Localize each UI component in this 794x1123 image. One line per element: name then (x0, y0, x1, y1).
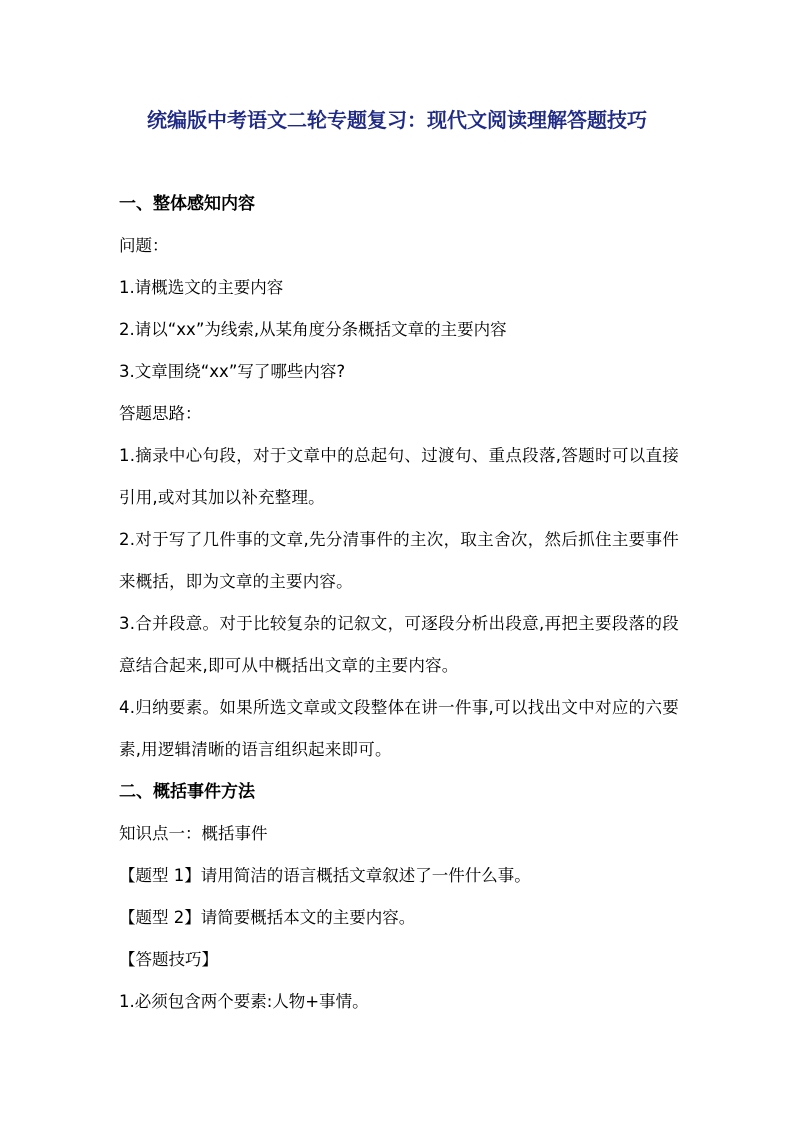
question-item: 1.请概选文的主要内容 (119, 278, 284, 297)
approach-item: 1.摘录中心句段，对于文章中的总起句、过渡句、重点段落,答题时可以直接引用,或对其加以补充整理。 (119, 446, 679, 507)
question-type-2-label: 【题型 2】 (119, 908, 201, 927)
knowledge-point: 知识点一：概括事件 (119, 824, 268, 843)
document-body (119, 183, 679, 1023)
approach-item: 3.合并段意。对于比较复杂的记叙文，可逐段分析出段意,再把主要段落的段意结合起来,即可从中概括出文章的主要内容。 (119, 614, 679, 675)
section-heading-event-summary: 二、概括事件方法 (119, 782, 255, 802)
questions-label: 问题： (119, 236, 169, 255)
question-type-1-text: 请用简洁的语言概括文章叙述了一件什么事。 (200, 866, 531, 885)
question-item: 3.文章围绕“xx”写了哪些内容? (119, 362, 346, 381)
question-type-2-text: 请简要概括本文的主要内容。 (200, 908, 416, 927)
approach-item: 4.归纳要素。如果所选文章或文段整体在讲一件事,可以找出文中对应的六要素,用逻辑清晰的语言组织起来即可。 (119, 698, 679, 759)
section-heading-overall-perception: 一、整体感知内容 (119, 194, 255, 214)
approach-label: 答题思路： (119, 404, 202, 423)
approach-item: 2.对于写了几件事的文章,先分清事件的主次，取主舍次，然后抓住主要事件来概括，即为文章的主要内容。 (119, 530, 679, 591)
question-item: 2.请以“xx”为线索,从某角度分条概括文章的主要内容 (119, 320, 507, 339)
question-type-1-label: 【题型 1】 (119, 866, 201, 885)
answer-skills-label: 【答题技巧】 (119, 950, 218, 969)
question-type-1 (119, 855, 679, 897)
question-type-2 (119, 897, 679, 939)
document-title: 统编版中考语文二轮专题复习：现代文阅读理解答题技巧 (147, 108, 647, 132)
answer-skill-item: 1.必须包含两个要素:人物+事情。 (119, 992, 369, 1011)
